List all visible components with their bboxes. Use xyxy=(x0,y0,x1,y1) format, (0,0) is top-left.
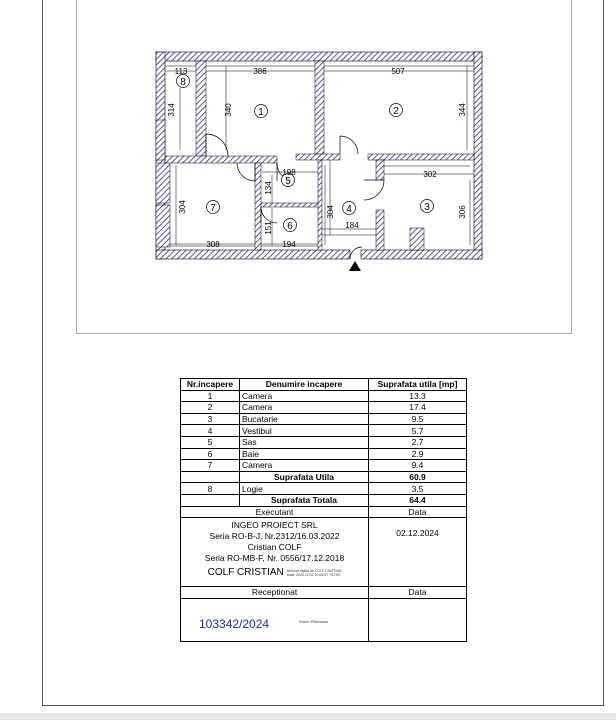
reception-number: 103342/2024 xyxy=(199,616,270,631)
dim-label: 184 xyxy=(345,221,359,230)
table-row xyxy=(181,483,467,495)
total-label: Suprafata Totala xyxy=(240,494,369,506)
row-name: Camera xyxy=(240,402,369,414)
receptionat-data-label: Data xyxy=(369,587,467,599)
util-label: Suprafata Utila xyxy=(240,471,369,483)
signature-note-2: Data: 2024.12.02 10:06:57 +02'00' xyxy=(286,572,341,577)
total-row xyxy=(181,494,467,506)
receptionat-body-row xyxy=(181,598,467,641)
dim-label: 386 xyxy=(253,67,267,76)
row-nr: 2 xyxy=(181,402,240,414)
signature-note xyxy=(287,569,342,577)
dim-label: 507 xyxy=(391,67,405,76)
room-number: 7 xyxy=(210,203,216,214)
table-row xyxy=(181,413,467,425)
row-nr: 5 xyxy=(181,436,240,448)
row-area: 17.4 xyxy=(369,402,467,414)
row-area: 2.7 xyxy=(369,436,467,448)
exec-series-2: Seria RO-MB-F, Nr. 0556/17.12.2018 xyxy=(204,553,345,564)
util-value: 60.9 xyxy=(369,471,467,483)
util-row xyxy=(181,471,467,483)
dim-label: 304 xyxy=(178,200,187,214)
executant-label: Executant xyxy=(181,506,369,518)
table-row xyxy=(181,436,467,448)
row-name: Baie xyxy=(240,448,369,460)
row-name: Bucatarie xyxy=(240,413,369,425)
row-area: 13.3 xyxy=(369,390,467,402)
reception-date-cell xyxy=(369,598,467,641)
room-number: 5 xyxy=(285,176,291,187)
dim-label: 134 xyxy=(264,181,273,195)
dim-label: 308 xyxy=(206,240,220,249)
signature-name: COLF CRISTIAN xyxy=(207,567,284,579)
row-nr: 7 xyxy=(181,460,240,472)
signature-note-1: Semnat digital de COLF CRISTIAN xyxy=(286,568,342,573)
room-number: 8 xyxy=(180,77,186,88)
room-number: 1 xyxy=(258,107,264,118)
dim-label: 306 xyxy=(458,205,467,219)
room-number: 3 xyxy=(424,202,430,213)
receptionat-header-row xyxy=(181,587,467,599)
row-name: Camera xyxy=(240,390,369,402)
dim-label: 314 xyxy=(167,103,176,117)
table-row xyxy=(181,402,467,414)
data-label: Data xyxy=(369,506,467,518)
header-name: Denumire incapere xyxy=(240,379,369,391)
row-area: 9.5 xyxy=(369,413,467,425)
row-name: Vestibul xyxy=(240,425,369,437)
exec-company: INGEO PROIECT SRL xyxy=(231,520,318,531)
row-area: 9.4 xyxy=(369,460,467,472)
row-area: 3.5 xyxy=(369,483,467,495)
table-row xyxy=(181,425,467,437)
executant-body-row xyxy=(181,518,467,587)
header-nr: Nr.incapere xyxy=(181,379,240,391)
executant-details xyxy=(181,518,369,587)
table-header-row xyxy=(181,379,467,391)
row-nr: 4 xyxy=(181,425,240,437)
room-number: 6 xyxy=(287,221,293,232)
dim-label: 194 xyxy=(282,240,296,249)
row-nr: 8 xyxy=(181,483,240,495)
exec-date: 02.12.2024 xyxy=(369,518,467,587)
executant-header-row xyxy=(181,506,467,518)
room-number: 2 xyxy=(393,106,399,117)
exec-series-1: Seria RO-B-J, Nr.2312/16.03.2022 xyxy=(209,531,340,542)
dim-label: 340 xyxy=(224,103,233,117)
row-name: Sas xyxy=(240,436,369,448)
row-area: 2.9 xyxy=(369,448,467,460)
interior-walls xyxy=(156,61,474,250)
row-nr: 1 xyxy=(181,390,240,402)
dim-label: 344 xyxy=(458,103,467,117)
dim-label: 113 xyxy=(174,67,188,76)
receptionat-label: Receptionat xyxy=(181,587,369,599)
table-row xyxy=(181,448,467,460)
row-nr: 3 xyxy=(181,413,240,425)
entrance-arrow-icon xyxy=(349,261,361,271)
reception-cell xyxy=(181,598,369,641)
row-area: 5.7 xyxy=(369,425,467,437)
rooms-table xyxy=(180,378,467,642)
table-row xyxy=(181,390,467,402)
total-empty xyxy=(181,494,240,506)
dim-label: 302 xyxy=(423,170,437,179)
table-row xyxy=(181,460,467,472)
row-name: Logie xyxy=(240,483,369,495)
floor-plan xyxy=(0,0,616,340)
digital-signature xyxy=(183,567,366,578)
dim-label: 198 xyxy=(282,168,296,177)
row-name: Camera xyxy=(240,460,369,472)
room-number: 4 xyxy=(346,204,352,215)
util-empty xyxy=(181,471,240,483)
total-value: 64.4 xyxy=(369,494,467,506)
bottom-strip xyxy=(0,713,616,720)
dim-label: 151 xyxy=(264,221,273,235)
header-area: Suprafata utila [mp] xyxy=(369,379,467,391)
row-nr: 6 xyxy=(181,448,240,460)
dim-label: 304 xyxy=(326,205,335,219)
exec-person: Cristian COLF xyxy=(247,542,302,553)
reception-signature: Doina Pielesanu xyxy=(299,618,329,624)
